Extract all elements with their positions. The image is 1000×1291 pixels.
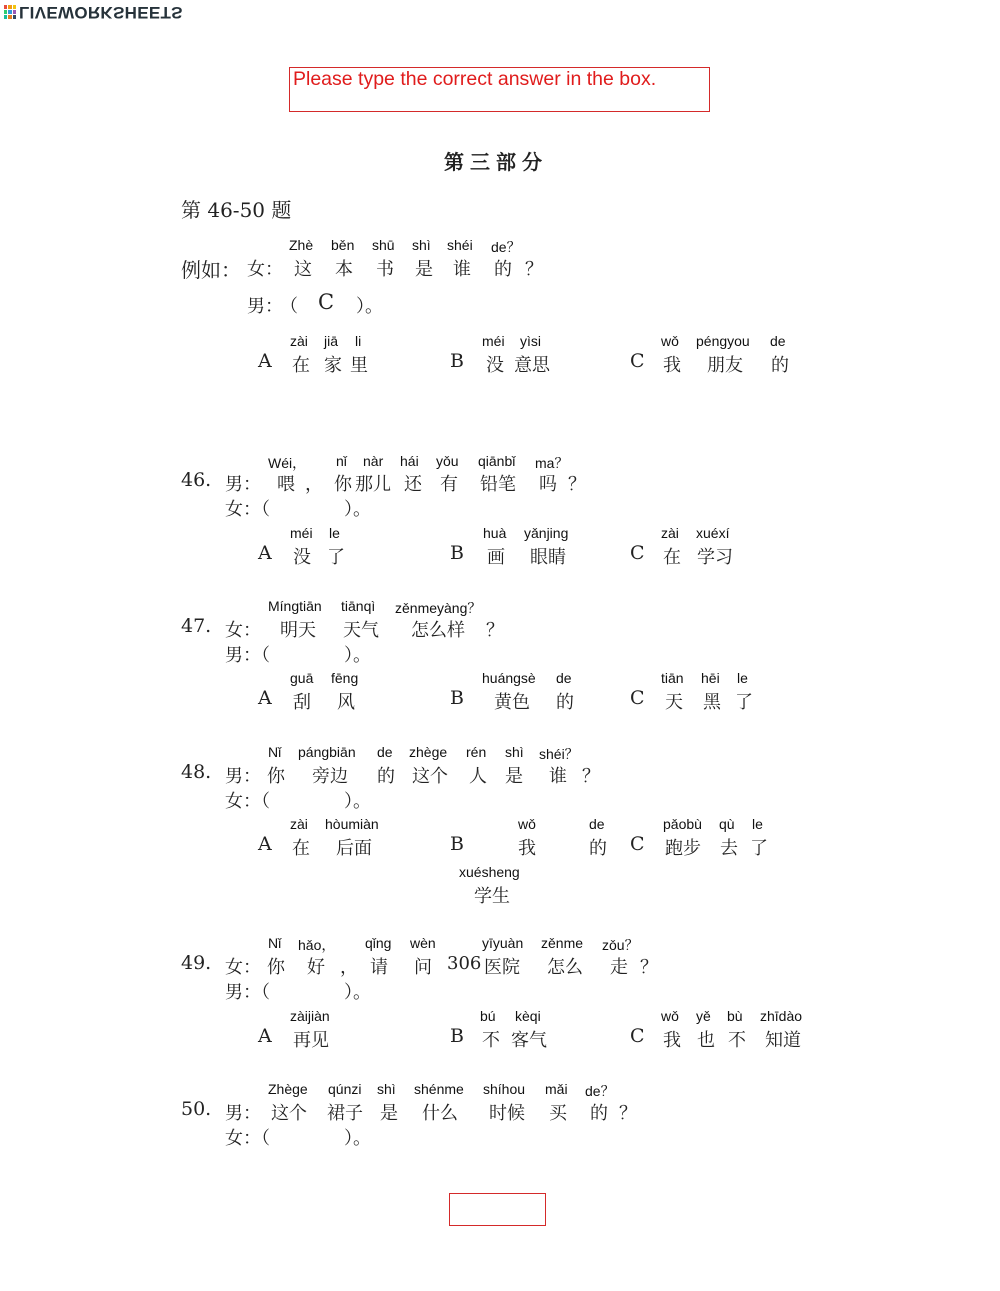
question-pinyin: zhège	[409, 744, 448, 760]
question-hanzi: ？	[568, 474, 586, 495]
option-pinyin: zài	[661, 525, 679, 541]
question-hanzi: 你	[334, 474, 352, 495]
answer-speaker: 男：（	[225, 982, 270, 1003]
question-hanzi: 这个	[271, 1103, 307, 1124]
option-hanzi: 里	[350, 355, 368, 376]
logo-square	[13, 5, 16, 9]
logo-square	[8, 15, 11, 19]
question-hanzi: 那儿	[355, 474, 391, 495]
option-letter: B	[450, 350, 464, 372]
option-letter: C	[630, 1025, 645, 1047]
question-hanzi: 买	[549, 1103, 567, 1124]
question-hanzi: ？	[486, 620, 504, 641]
example-pinyin: de？	[491, 239, 521, 255]
question-pinyin: Zhège	[268, 1081, 308, 1097]
option-letter: B	[450, 1025, 464, 1047]
brand-name: LIVEWORKSHEETS	[19, 3, 183, 22]
example-hanzi: 谁	[453, 259, 471, 280]
question-pinyin: mǎi	[545, 1081, 568, 1097]
question-pinyin: Nǐ	[268, 744, 282, 760]
option-pinyin: pǎobù	[663, 816, 702, 832]
question-hanzi: 裙子	[327, 1103, 363, 1124]
section-title: 第三部分	[444, 150, 548, 174]
example-pinyin: Zhè	[289, 237, 314, 253]
question-pinyin: qúnzi	[328, 1081, 362, 1097]
question-range: 第 46-50 题	[181, 198, 292, 222]
option-pinyin: yìsi	[520, 333, 541, 349]
question-hanzi: 是	[505, 766, 523, 787]
example-hanzi: ？	[525, 259, 543, 280]
option-pinyin: méi	[482, 333, 505, 349]
question-pinyin: Nǐ	[268, 935, 282, 951]
option-hanzi: 我	[518, 838, 536, 859]
option-hanzi: 我	[663, 1030, 681, 1051]
question-speaker: 男：	[225, 474, 261, 495]
example-label: 例如：	[181, 258, 241, 282]
question-pinyin: zǒu？	[602, 937, 639, 953]
question-pinyin: tiānqì	[341, 598, 376, 614]
option-hanzi: 的	[589, 838, 607, 859]
option-pinyin: hòumiàn	[325, 816, 379, 832]
example-pinyin: shéi	[447, 237, 473, 253]
option-pinyin: jiā	[324, 333, 339, 349]
option-hanzi: 眼睛	[530, 547, 566, 568]
option-hanzi: 客气	[511, 1030, 547, 1051]
option-pinyin: bù	[727, 1008, 743, 1024]
question-pinyin: qiānbǐ	[478, 453, 516, 469]
question-pinyin: shì	[505, 744, 524, 760]
example-pinyin: běn	[331, 237, 355, 253]
question-hanzi: 你	[267, 766, 285, 787]
example-hanzi: 是	[415, 259, 433, 280]
question-hanzi: 医院	[484, 957, 520, 978]
option-letter: B	[450, 542, 464, 564]
question-pinyin: nàr	[363, 453, 384, 469]
option-hanzi: 天	[665, 692, 683, 713]
question-pinyin: shíhou	[483, 1081, 526, 1097]
example-pinyin: shì	[412, 237, 431, 253]
question-number: 48.	[181, 761, 212, 783]
question-hanzi: 好	[307, 957, 325, 978]
answer-close: ）。	[344, 645, 371, 666]
question-hanzi: ，	[305, 474, 323, 495]
option-hanzi: 没	[293, 547, 311, 568]
question-hanzi: ？	[619, 1103, 637, 1124]
option-hanzi: 意思	[514, 355, 550, 376]
question-pinyin: yīyuàn	[482, 935, 524, 951]
option-pinyin: wǒ	[661, 1008, 679, 1024]
question-hanzi: 有	[440, 474, 458, 495]
option-pinyin: qù	[719, 816, 735, 832]
question-hanzi: 什么	[422, 1103, 458, 1124]
question-hanzi: 这个	[412, 766, 448, 787]
option-hanzi: 我	[663, 355, 681, 376]
option-letter: B	[450, 687, 464, 709]
example-speaker: 女：	[247, 259, 283, 280]
option-hanzi: 的	[556, 692, 574, 713]
logo-square	[4, 5, 7, 9]
option-pinyin: xuésheng	[459, 864, 520, 880]
option-letter: A	[258, 350, 272, 372]
question-speaker: 女：	[225, 957, 261, 978]
option-pinyin: le	[737, 670, 748, 686]
option-hanzi: 去	[720, 838, 738, 859]
question-hanzi: 问	[414, 957, 432, 978]
question-pinyin: ma？	[535, 455, 569, 471]
option-letter: A	[258, 542, 272, 564]
option-pinyin: hēi	[701, 670, 720, 686]
option-hanzi: 在	[292, 355, 310, 376]
option-pinyin: li	[355, 333, 362, 349]
answer-close: ）。	[344, 791, 371, 812]
question-hanzi: 怎么	[547, 957, 583, 978]
option-pinyin: xuéxí	[696, 525, 730, 541]
option-pinyin: wǒ	[661, 333, 679, 349]
question-speaker: 女：	[225, 620, 261, 641]
question-hanzi: 天气	[343, 620, 379, 641]
question-pinyin: yǒu	[436, 453, 459, 469]
question-hanzi: 明天	[280, 620, 316, 641]
question-number: 46.	[181, 469, 212, 491]
question-hanzi: 的	[590, 1103, 608, 1124]
logo-square	[8, 5, 11, 9]
example-hanzi: 这	[294, 259, 312, 280]
option-hanzi: 学生	[474, 886, 510, 907]
option-pinyin: fēng	[331, 670, 359, 686]
option-letter: C	[630, 542, 645, 564]
question-speaker: 男：	[225, 766, 261, 787]
question-hanzi: 是	[380, 1103, 398, 1124]
option-hanzi: 了	[735, 692, 753, 713]
question-number: 49.	[181, 952, 212, 974]
answer-close: ）。	[344, 1128, 371, 1149]
question-pinyin: rén	[466, 744, 487, 760]
option-pinyin: yǎnjing	[524, 525, 569, 541]
question-hanzi: 谁	[549, 766, 567, 787]
question-pinyin: pángbiān	[298, 744, 356, 760]
option-pinyin: le	[752, 816, 763, 832]
option-hanzi: 了	[750, 838, 768, 859]
option-hanzi: 跑步	[665, 838, 701, 859]
option-hanzi: 没	[486, 355, 504, 376]
question-speaker: 男：	[225, 1103, 261, 1124]
answer-speaker: 女：（	[225, 1128, 270, 1149]
question-hanzi: ？	[582, 766, 600, 787]
option-hanzi: 也	[697, 1030, 715, 1051]
question-hanzi: 喂	[277, 474, 295, 495]
answer-close: ）。	[344, 982, 371, 1003]
option-hanzi: 在	[663, 547, 681, 568]
option-hanzi: 不	[482, 1030, 500, 1051]
option-pinyin: guā	[290, 670, 314, 686]
question-pinyin: qǐng	[365, 935, 392, 951]
answer-speaker: 女：（	[225, 499, 270, 520]
logo-square	[8, 10, 11, 14]
answer-input-box[interactable]	[449, 1193, 546, 1226]
question-hanzi: 怎么样	[411, 620, 465, 641]
option-pinyin: zài	[290, 816, 308, 832]
option-pinyin: de	[770, 333, 786, 349]
option-hanzi: 再见	[293, 1030, 329, 1051]
option-pinyin: tiān	[661, 670, 684, 686]
option-pinyin: kèqi	[515, 1008, 541, 1024]
option-pinyin: de	[589, 816, 605, 832]
option-pinyin: huángsè	[482, 670, 536, 686]
option-hanzi: 黄色	[494, 692, 530, 713]
question-pinyin: hǎo，	[298, 937, 336, 953]
answer-close: ）。	[344, 499, 371, 520]
question-hanzi: 你	[267, 957, 285, 978]
question-hanzi: ，	[340, 957, 358, 978]
question-hanzi: ？	[640, 957, 658, 978]
question-pinyin: zěnmeyàng？	[395, 600, 482, 616]
brand-logo-icon	[4, 5, 16, 19]
question-pinyin: shì	[377, 1081, 396, 1097]
option-pinyin: huà	[483, 525, 507, 541]
option-letter: A	[258, 687, 272, 709]
question-hanzi: 的	[377, 766, 395, 787]
example-answer: C	[318, 290, 335, 314]
option-letter: C	[630, 687, 645, 709]
option-pinyin: le	[329, 525, 340, 541]
option-hanzi: 知道	[765, 1030, 801, 1051]
question-pinyin: shéi？	[539, 746, 579, 762]
option-hanzi: 画	[487, 547, 505, 568]
question-hanzi: 人	[469, 766, 487, 787]
option-hanzi: 了	[327, 547, 345, 568]
question-hanzi: 走	[610, 957, 628, 978]
question-hanzi: 306	[447, 953, 482, 974]
question-hanzi: 时候	[489, 1103, 525, 1124]
option-pinyin: yě	[696, 1008, 711, 1024]
option-hanzi: 后面	[336, 838, 372, 859]
option-hanzi: 朋友	[707, 355, 743, 376]
option-hanzi: 在	[292, 838, 310, 859]
question-pinyin: Wéi，	[268, 455, 307, 471]
logo-square	[4, 15, 7, 19]
logo-square	[4, 10, 7, 14]
option-pinyin: de	[556, 670, 572, 686]
option-pinyin: wǒ	[518, 816, 536, 832]
example-answer-speaker: 男：	[247, 296, 283, 317]
option-pinyin: zhīdào	[760, 1008, 803, 1024]
answer-speaker: 女：（	[225, 791, 270, 812]
example-pinyin: shū	[372, 237, 395, 253]
question-hanzi: 铅笔	[480, 474, 516, 495]
option-hanzi: 的	[771, 355, 789, 376]
option-pinyin: méi	[290, 525, 313, 541]
option-hanzi: 学习	[697, 547, 733, 568]
question-hanzi: 请	[370, 957, 388, 978]
question-number: 50.	[181, 1098, 212, 1120]
brand-logo	[4, 2, 183, 22]
example-hanzi: 书	[376, 259, 394, 280]
question-hanzi: 旁边	[312, 766, 348, 787]
question-pinyin: nǐ	[336, 453, 347, 469]
option-letter: A	[258, 833, 272, 855]
question-pinyin: zěnme	[541, 935, 584, 951]
logo-square	[13, 10, 16, 14]
question-pinyin: de	[377, 744, 393, 760]
question-pinyin: wèn	[410, 935, 436, 951]
option-pinyin: zài	[290, 333, 308, 349]
option-letter: B	[450, 833, 464, 855]
option-pinyin: bú	[480, 1008, 496, 1024]
question-hanzi: 还	[404, 474, 422, 495]
example-answer-close: ）。	[356, 296, 383, 317]
answer-speaker: 男：（	[225, 645, 270, 666]
option-hanzi: 刮	[293, 692, 311, 713]
question-number: 47.	[181, 615, 212, 637]
instruction-text: Please type the correct answer in the box.	[293, 68, 657, 90]
example-hanzi: 本	[335, 259, 353, 280]
option-letter: C	[630, 350, 645, 372]
logo-square	[13, 15, 16, 19]
question-pinyin: Míngtiān	[268, 598, 322, 614]
option-hanzi: 风	[337, 692, 355, 713]
option-hanzi: 不	[728, 1030, 746, 1051]
option-hanzi: 黑	[703, 692, 721, 713]
option-letter: C	[630, 833, 645, 855]
question-pinyin: hái	[400, 453, 419, 469]
option-letter: A	[258, 1025, 272, 1047]
question-pinyin: de？	[585, 1083, 615, 1099]
question-pinyin: shénme	[414, 1081, 464, 1097]
option-hanzi: 家	[324, 355, 342, 376]
option-pinyin: zàijiàn	[290, 1008, 330, 1024]
example-hanzi: 的	[494, 259, 512, 280]
example-answer-open: （	[280, 296, 298, 317]
option-pinyin: péngyou	[696, 333, 750, 349]
question-hanzi: 吗	[539, 474, 557, 495]
